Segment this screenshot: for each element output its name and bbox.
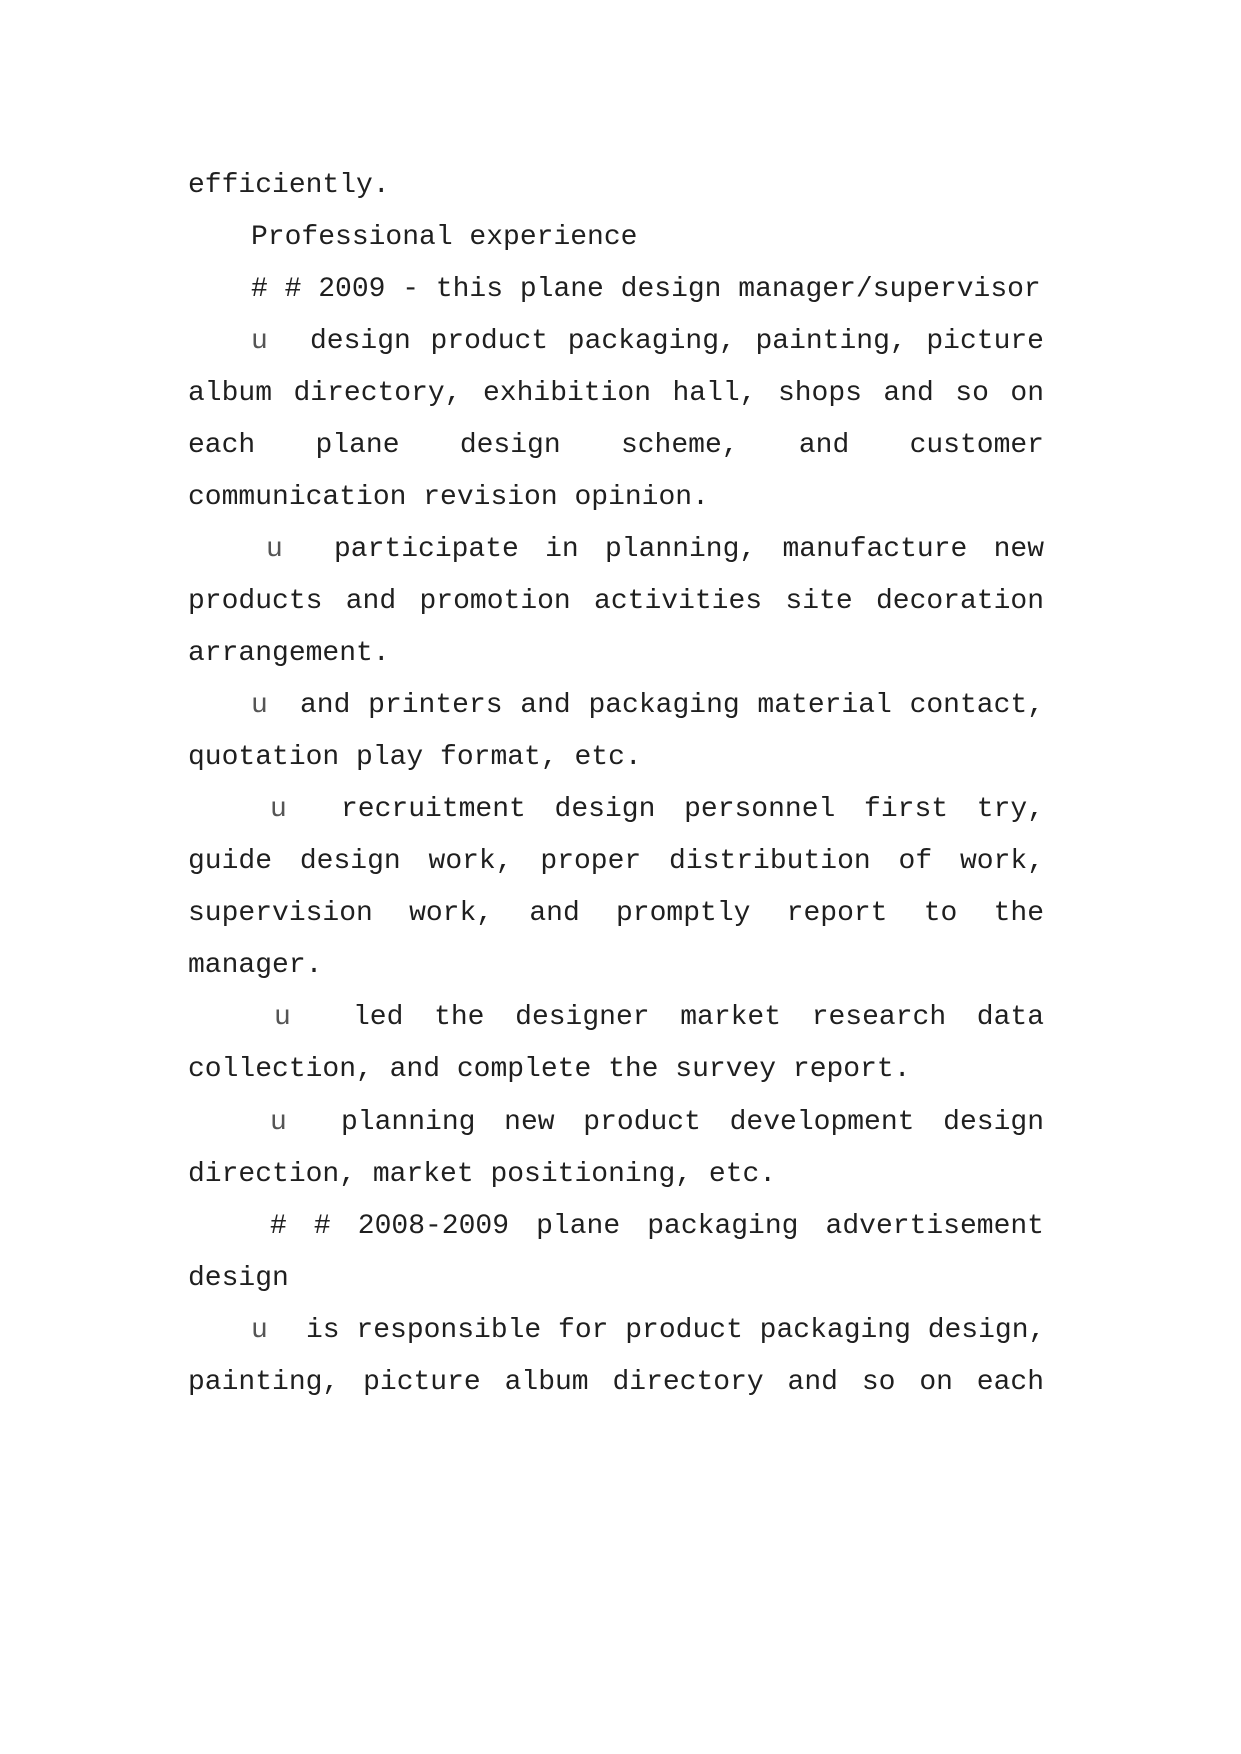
job-heading: # # 2008-2009 plane packaging advertisement [270, 1211, 1044, 1242]
paragraph-line: products and promotion activities site decoration [188, 586, 1044, 617]
paragraph-line: efficiently. [188, 170, 390, 201]
bullet-marker: u [251, 326, 268, 357]
paragraph-line: painting, picture album directory and so on each [188, 1367, 1044, 1398]
paragraph-line: guide design work, proper distribution of work, [188, 846, 1044, 877]
bullet-marker: u [274, 1002, 291, 1033]
paragraph-line: manager. [188, 950, 323, 981]
bullet-line: is responsible for product packaging design, [306, 1315, 1046, 1346]
bullet-line: planning new product development design [341, 1107, 1044, 1138]
paragraph-line: communication revision opinion. [188, 482, 709, 513]
bullet-marker: u [270, 794, 287, 825]
paragraph-line: supervision work, and promptly report to the [188, 898, 1044, 929]
bullet-line: design product packaging, painting, picture [310, 326, 1044, 357]
bullet-line: and printers and packaging material contact, [300, 690, 1044, 721]
bullet-line: led the designer market research data [353, 1002, 1044, 1033]
paragraph-line: quotation play format, etc. [188, 742, 642, 773]
paragraph-line: each plane design scheme, and customer [188, 430, 1044, 461]
paragraph-line: collection, and complete the survey report. [188, 1054, 911, 1085]
paragraph-line: album directory, exhibition hall, shops and so on [188, 378, 1044, 409]
bullet-marker: u [266, 534, 283, 565]
bullet-line: participate in planning, manufacture new [334, 534, 1044, 565]
bullet-marker: u [251, 1315, 268, 1346]
section-heading: Professional experience [251, 222, 638, 253]
paragraph-line: design [188, 1263, 289, 1294]
paragraph-line: direction, market positioning, etc. [188, 1159, 777, 1190]
bullet-marker: u [251, 690, 268, 721]
bullet-line: recruitment design personnel first try, [341, 794, 1044, 825]
job-heading: # # 2009 - this plane design manager/supervisor [251, 274, 1041, 305]
paragraph-line: arrangement. [188, 638, 390, 669]
bullet-marker: u [270, 1107, 287, 1138]
